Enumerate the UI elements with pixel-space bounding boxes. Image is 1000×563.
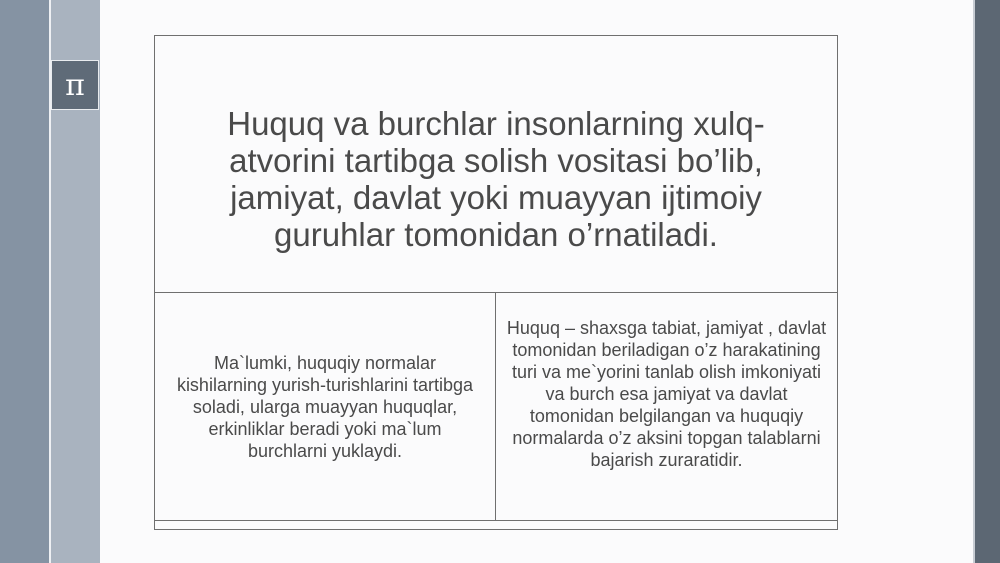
left-cell-text: Ma`lumki, huquqiy normalar kishilarning yurish-turishlarini tartibga soladi, ularga muayyan huquqlar, erkinliklar beradi yoki ma`lum burchlarni yuklaydi. bbox=[176, 352, 474, 461]
content-table bbox=[154, 35, 838, 530]
table-bottom-row bbox=[155, 520, 837, 529]
pi-glyph: π bbox=[65, 67, 85, 103]
table-left-cell bbox=[155, 293, 496, 520]
pi-icon bbox=[51, 60, 99, 110]
right-cell-text: Huquq – shaxsga tabiat, jamiyat , davlat tomonidan beriladigan o’z harakatining turi va me`yorini tanlab olish imkoniyati va burch esa jamiyat va davlat tomonidan belgilangan va huquqiy normalarda o’z aksini topgan talablarni bajarish zuraratidir. bbox=[506, 318, 827, 470]
table-right-cell bbox=[496, 293, 837, 520]
right-decorative-band bbox=[975, 0, 1000, 563]
table-top-cell bbox=[155, 36, 837, 293]
main-statement: Huquq va burchlar insonlarning xulq-atvorini tartibga solish vositasi bo’lib, jamiyat, davlat yoki muayyan ijtimoiy guruhlar tomonidan o’rnatiladi. bbox=[227, 105, 765, 253]
left-decorative-band bbox=[0, 0, 50, 563]
